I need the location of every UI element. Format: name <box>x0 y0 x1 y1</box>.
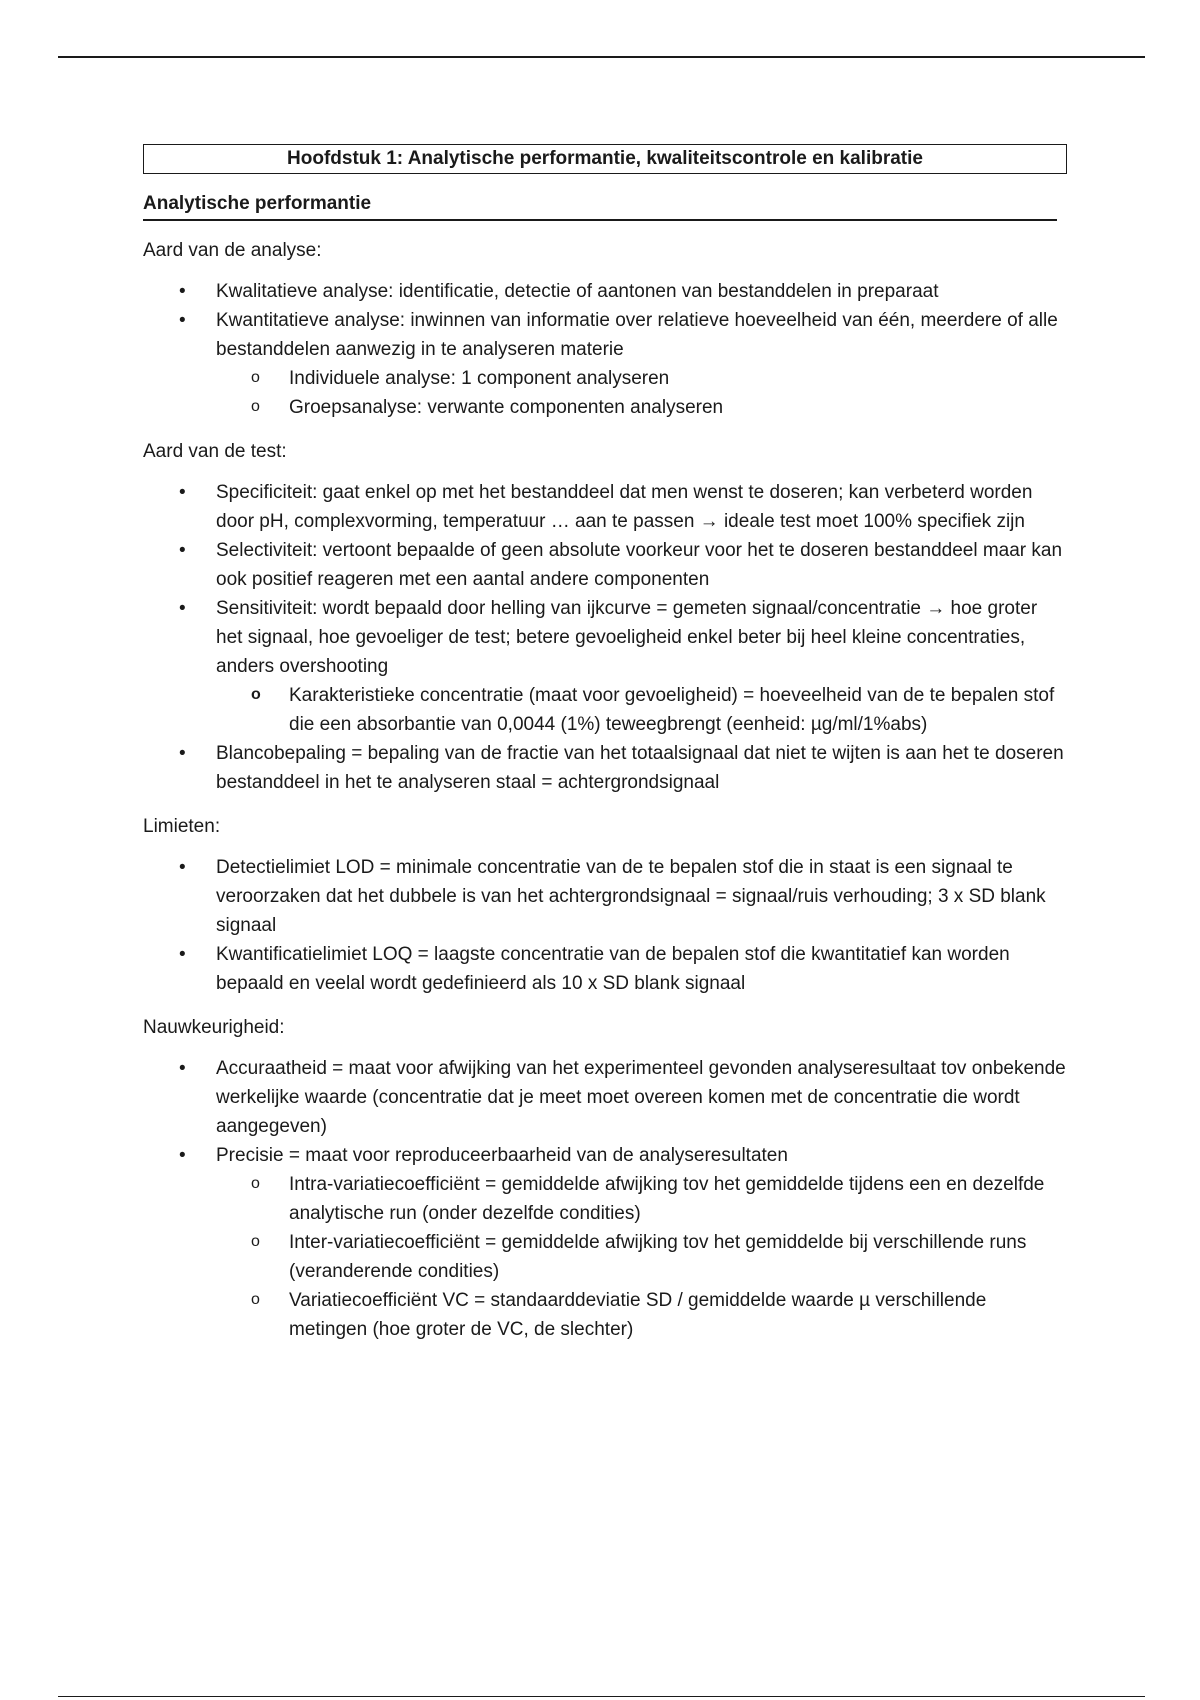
list-item: • Specificiteit: gaat enkel op met het bestanddeel dat men wenst te doseren; kan verbeterd worden door pH, complexvorming, temperatuur … aan te passen → ideale test moet 100% specifiek zijn <box>143 478 1067 536</box>
analyse-sublist <box>216 364 1067 422</box>
test-list <box>143 478 1067 797</box>
list-item <box>143 1141 1067 1344</box>
list-item <box>143 306 1067 422</box>
sublist-item: o Groepsanalyse: verwante componenten analyseren <box>216 393 1067 422</box>
list-item: • Detectielimiet LOD = minimale concentratie van de te bepalen stof die in staat is een signaal te veroorzaken dat het dubbele is van het achtergrondsignaal = signaal/ruis verhouding; 3 x SD blank signaal <box>143 853 1067 940</box>
nauwkeurigheid-sublist <box>216 1170 1067 1344</box>
list-item-text: Kwantitatieve analyse: inwinnen van informatie over relatieve hoeveelheid van één, meerdere of alle bestanddelen aanwezig in te analyseren materie <box>216 310 1058 360</box>
nauwkeurigheid-label: Nauwkeurigheid: <box>143 1017 285 1038</box>
analyse-label: Aard van de analyse: <box>143 240 322 261</box>
sublist-item: o Individuele analyse: 1 component analyseren <box>216 364 1067 393</box>
sublist-item: o Karakteristieke concentratie (maat voor gevoeligheid) = hoeveelheid van de te bepalen stof die een absorbantie van 0,0044 (1%) teweegbrengt (eenheid: µg/ml/1%abs) <box>216 681 1067 739</box>
nauwkeurigheid-list <box>143 1054 1067 1344</box>
document-page <box>143 144 1067 1344</box>
list-item: • Selectiviteit: vertoont bepaalde of geen absolute voorkeur voor het te doseren bestanddeel maar kan ook positief reageren met een aantal andere componenten <box>143 536 1067 594</box>
test-sublist <box>216 681 1067 739</box>
test-label: Aard van de test: <box>143 441 287 462</box>
limieten-list <box>143 853 1067 998</box>
footer-rule <box>58 1696 1145 1697</box>
section-heading: Analytische performantie <box>143 192 1057 221</box>
sublist-item: o Variatiecoefficiënt VC = standaarddeviatie SD / gemiddelde waarde µ verschillende metingen (hoe groter de VC, de slechter) <box>216 1286 1067 1344</box>
limieten-label: Limieten: <box>143 816 221 837</box>
chapter-title: Hoofdstuk 1: Analytische performantie, kwaliteitscontrole en kalibratie <box>143 144 1067 174</box>
header-rule <box>58 56 1145 58</box>
list-item-text: Sensitiviteit: wordt bepaald door helling van ijkcurve = gemeten signaal/concentratie → hoe groter het signaal, hoe gevoeliger de test; betere gevoeligheid enkel beter bij heel kleine concentraties, anders overshooting <box>216 598 1038 677</box>
list-item <box>143 594 1067 739</box>
analyse-list <box>143 277 1067 422</box>
list-item: • Kwantificatielimiet LOQ = laagste concentratie van de bepalen stof die kwantitatief kan worden bepaald en veelal wordt gedefinieerd als 10 x SD blank signaal <box>143 940 1067 998</box>
list-item: • Kwalitatieve analyse: identificatie, detectie of aantonen van bestanddelen in preparaat <box>143 277 1067 306</box>
list-item-text: Precisie = maat voor reproduceerbaarheid van de analyseresultaten <box>216 1145 788 1166</box>
sublist-item: o Inter-variatiecoefficiënt = gemiddelde afwijking tov het gemiddelde bij verschillende runs (veranderende condities) <box>216 1228 1067 1286</box>
sublist-item: o Intra-variatiecoefficiënt = gemiddelde afwijking tov het gemiddelde tijdens een en dezelfde analytische run (onder dezelfde condities) <box>216 1170 1067 1228</box>
list-item: • Blancobepaling = bepaling van de fractie van het totaalsignaal dat niet te wijten is aan het te doseren bestanddeel in het te analyseren staal = achtergrondsignaal <box>143 739 1067 797</box>
list-item: • Accuraatheid = maat voor afwijking van het experimenteel gevonden analyseresultaat tov onbekende werkelijke waarde (concentratie dat je meet moet overeen komen met de concentratie die wordt aangegeven) <box>143 1054 1067 1141</box>
